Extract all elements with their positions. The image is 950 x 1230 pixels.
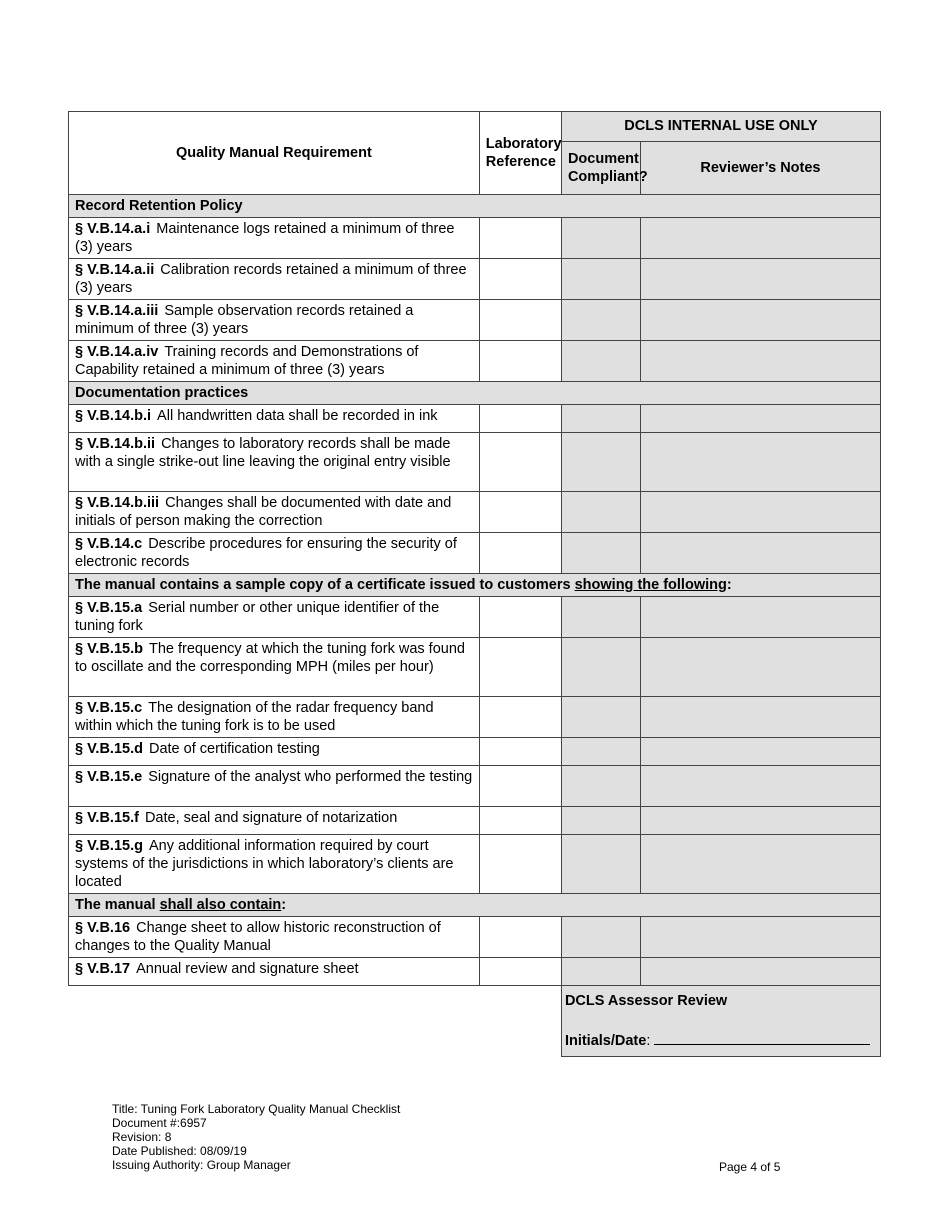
reviewers-notes-cell[interactable] (640, 807, 880, 835)
document-compliant-cell[interactable] (561, 300, 640, 341)
lab-reference-line2: Reference (485, 154, 556, 170)
table-row (69, 300, 881, 341)
lab-reference-cell[interactable] (479, 433, 561, 492)
table-row (69, 218, 881, 259)
reviewers-notes-cell[interactable] (640, 433, 880, 492)
document-compliant-cell[interactable] (561, 433, 640, 492)
initials-date-field[interactable] (654, 1032, 870, 1045)
requirement-text: Maintenance logs retained a minimum of three (3) years (75, 221, 455, 255)
section-row (69, 574, 881, 597)
requirement-cell (69, 300, 480, 341)
lab-reference-cell[interactable] (479, 766, 561, 807)
requirement-text: Describe procedures for ensuring the security of electronic records (75, 536, 457, 570)
section-row (69, 894, 881, 917)
section-record-retention: Record Retention Policy (69, 195, 881, 218)
table-row (69, 917, 881, 958)
lab-reference-cell[interactable] (479, 958, 561, 986)
document-compliant-cell[interactable] (561, 766, 640, 807)
document-compliant-cell[interactable] (561, 738, 640, 766)
lab-reference-cell[interactable] (479, 638, 561, 697)
page-number: Page 4 of 5 (719, 1160, 781, 1174)
initials-date-row (565, 1032, 877, 1050)
reviewers-notes-header: Reviewer’s Notes (640, 141, 880, 194)
requirement-text: The frequency at which the tuning fork was found to oscillate and the corresponding MPH (miles per hour) (75, 641, 465, 675)
requirement-cell (69, 738, 480, 766)
checklist-table (68, 111, 881, 1057)
reviewers-notes-cell[interactable] (640, 917, 880, 958)
assessor-row (69, 986, 881, 1057)
requirement-ref: § V.B.15.b (75, 641, 143, 657)
reviewers-notes-cell[interactable] (640, 341, 880, 382)
requirement-cell (69, 835, 480, 894)
lab-reference-cell[interactable] (479, 697, 561, 738)
section-certificate-text: The manual contains a sample copy of a certificate issued to customers (75, 577, 575, 593)
lab-reference-cell[interactable] (479, 218, 561, 259)
requirement-ref: § V.B.14.a.iv (75, 344, 159, 360)
requirement-ref: § V.B.14.a.ii (75, 262, 155, 278)
requirement-cell (69, 259, 480, 300)
document-compliant-cell[interactable] (561, 533, 640, 574)
requirement-text: Serial number or other unique identifier of the tuning fork (75, 600, 440, 634)
footer-date: Date Published: 08/09/19 (112, 1144, 247, 1158)
table-row (69, 492, 881, 533)
requirement-cell (69, 597, 480, 638)
section-also-underlined: shall also contain (159, 897, 282, 913)
document-compliant-cell[interactable] (561, 638, 640, 697)
table-row (69, 807, 881, 835)
requirement-text: All handwritten data shall be recorded in ink (157, 408, 438, 424)
table-row (69, 533, 881, 574)
lab-reference-cell[interactable] (479, 835, 561, 894)
table-row (69, 958, 881, 986)
requirement-text: Signature of the analyst who performed the testing (148, 769, 473, 785)
requirement-ref: § V.B.15.c (75, 700, 143, 716)
reviewers-notes-cell[interactable] (640, 405, 880, 433)
table-row (69, 433, 881, 492)
requirement-ref: § V.B.15.g (75, 838, 143, 854)
requirement-text: Date of certification testing (148, 741, 320, 757)
document-compliant-header (561, 141, 648, 194)
lab-reference-cell[interactable] (479, 807, 561, 835)
reviewers-notes-cell[interactable] (640, 300, 880, 341)
footer-revision: Revision: 8 (112, 1130, 172, 1144)
requirement-text: The designation of the radar frequency band within which the tuning fork is to be used (75, 700, 434, 734)
requirement-cell (69, 917, 480, 958)
requirement-text: Change sheet to allow historic reconstruction of changes to the Quality Manual (75, 920, 441, 954)
requirement-ref: § V.B.14.a.iii (75, 303, 159, 319)
requirement-cell (69, 405, 480, 433)
table-row (69, 259, 881, 300)
assessor-review-box (561, 986, 880, 1057)
requirement-cell (69, 341, 480, 382)
reviewers-notes-cell[interactable] (640, 638, 880, 697)
requirement-text: Changes shall be documented with date and initials of person making the correction (75, 495, 452, 529)
lab-reference-cell[interactable] (479, 597, 561, 638)
footer-authority: Issuing Authority: Group Manager (112, 1158, 291, 1172)
requirement-ref: § V.B.14.b.i (75, 408, 152, 424)
requirement-cell (69, 766, 480, 807)
requirement-ref: § V.B.15.f (75, 810, 139, 826)
document-compliant-cell[interactable] (561, 218, 640, 259)
document-compliant-cell[interactable] (561, 917, 640, 958)
lab-reference-line1: Laboratory (485, 136, 562, 152)
reviewers-notes-cell[interactable] (640, 492, 880, 533)
reviewers-notes-cell[interactable] (640, 697, 880, 738)
table-row (69, 597, 881, 638)
internal-use-header: DCLS INTERNAL USE ONLY (561, 112, 880, 142)
document-compliant-cell[interactable] (561, 405, 640, 433)
section-certificate-colon: : (726, 577, 732, 593)
lab-reference-cell[interactable] (479, 533, 561, 574)
requirement-ref: § V.B.15.a (75, 600, 143, 616)
requirement-text: Sample observation records retained a minimum of three (3) years (75, 303, 414, 337)
requirement-ref: § V.B.15.e (75, 769, 143, 785)
requirement-cell (69, 697, 480, 738)
document-compliant-cell[interactable] (561, 835, 640, 894)
table-row (69, 738, 881, 766)
reviewers-notes-cell[interactable] (640, 259, 880, 300)
document-footer (112, 1102, 400, 1172)
requirement-ref: § V.B.15.d (75, 741, 143, 757)
document-compliant-cell[interactable] (561, 259, 640, 300)
footer-title: Title: Tuning Fork Laboratory Quality Manual Checklist (112, 1102, 401, 1116)
requirement-cell (69, 807, 480, 835)
requirement-ref: § V.B.17 (75, 961, 131, 977)
table-row (69, 638, 881, 697)
section-certificate (69, 574, 881, 597)
footer-document: Document #:6957 (112, 1116, 207, 1130)
table-row (69, 341, 881, 382)
table-row (69, 835, 881, 894)
requirement-cell (69, 533, 480, 574)
initials-colon: : (646, 1033, 651, 1049)
lab-reference-cell[interactable] (479, 259, 561, 300)
lab-reference-cell[interactable] (479, 917, 561, 958)
assessor-title: DCLS Assessor Review (564, 993, 728, 1009)
section-row (69, 195, 881, 218)
reviewers-notes-cell[interactable] (640, 218, 880, 259)
lab-reference-cell[interactable] (479, 738, 561, 766)
table-row (69, 697, 881, 738)
reviewers-notes-cell[interactable] (640, 533, 880, 574)
initials-label: Initials/Date (564, 1033, 647, 1049)
requirement-cell (69, 492, 480, 533)
document-compliant-line2: Compliant? (567, 168, 648, 185)
section-also-colon: : (281, 897, 287, 913)
document-compliant-cell[interactable] (561, 492, 640, 533)
document-compliant-cell[interactable] (561, 597, 640, 638)
requirement-cell (69, 638, 480, 697)
document-compliant-cell[interactable] (561, 958, 640, 986)
lab-reference-cell[interactable] (479, 300, 561, 341)
table-row (69, 766, 881, 807)
requirement-text: Calibration records retained a minimum of three (3) years (75, 262, 467, 296)
table-row (69, 405, 881, 433)
section-certificate-underlined: showing the following (574, 577, 727, 593)
lab-reference-cell[interactable] (479, 341, 561, 382)
document-compliant-cell[interactable] (561, 807, 640, 835)
lab-reference-cell[interactable] (479, 492, 561, 533)
requirement-ref: § V.B.14.c (75, 536, 143, 552)
requirement-header: Quality Manual Requirement (69, 112, 480, 195)
requirement-ref: § V.B.14.b.ii (75, 436, 156, 452)
requirement-cell (69, 218, 480, 259)
section-also-text: The manual (75, 897, 160, 913)
section-also-contain (69, 894, 881, 917)
document-compliant-cell[interactable] (561, 697, 640, 738)
reviewers-notes-cell[interactable] (640, 738, 880, 766)
requirement-text: Training records and Demonstrations of Capability retained a minimum of three (3) years (75, 344, 419, 378)
requirement-cell (69, 433, 480, 492)
section-row (69, 382, 881, 405)
requirement-text: Any additional information required by court systems of the jurisdictions in which laboratory’s clients are located (75, 838, 454, 890)
requirement-text: Date, seal and signature of notarization (144, 810, 398, 826)
reviewers-notes-cell[interactable] (640, 766, 880, 807)
section-documentation: Documentation practices (69, 382, 881, 405)
requirement-text: Changes to laboratory records shall be made with a single strike-out line leaving the original entry visible (75, 436, 451, 470)
requirement-ref: § V.B.16 (75, 920, 131, 936)
document-compliant-line1: Document (567, 150, 639, 167)
document-compliant-cell[interactable] (561, 341, 640, 382)
requirement-ref: § V.B.14.a.i (75, 221, 151, 237)
reviewers-notes-cell[interactable] (640, 597, 880, 638)
requirement-text: Annual review and signature sheet (136, 961, 359, 977)
requirement-ref: § V.B.14.b.iii (75, 495, 160, 511)
requirement-cell (69, 958, 480, 986)
reviewers-notes-cell[interactable] (640, 835, 880, 894)
lab-reference-header (479, 112, 561, 195)
blank-area (69, 986, 562, 1057)
lab-reference-cell[interactable] (479, 405, 561, 433)
reviewers-notes-cell[interactable] (640, 958, 880, 986)
